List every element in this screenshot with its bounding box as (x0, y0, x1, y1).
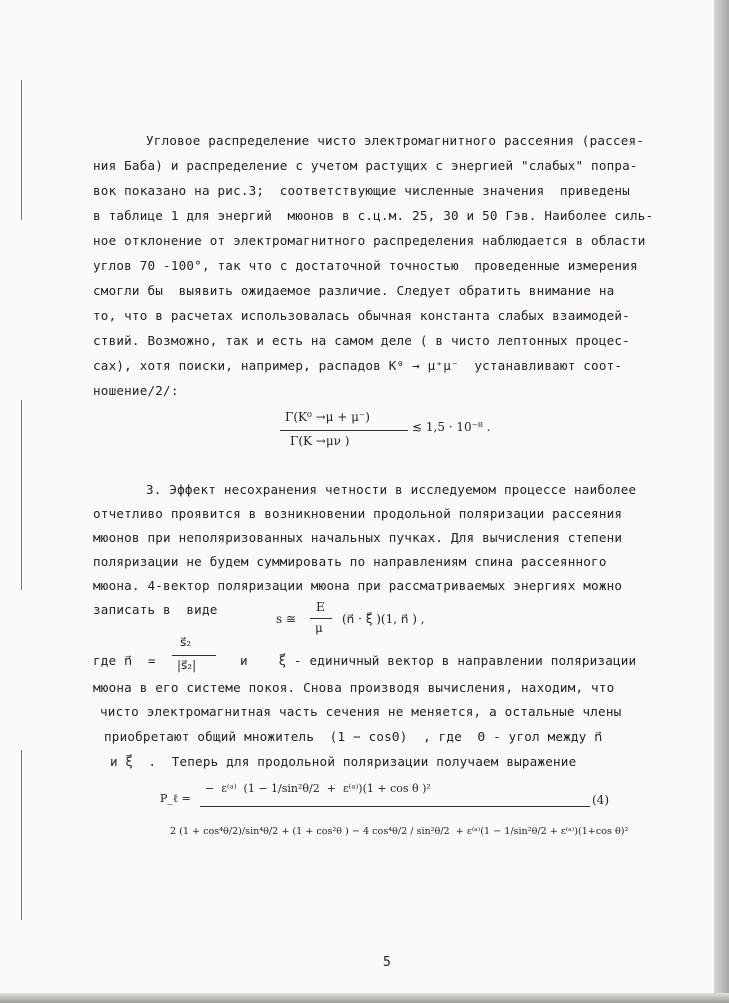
text-line: сах), хотя поиски, например, распадов K⁰ → μ⁺μ⁻ устанавливают соот- (93, 358, 623, 373)
text-line: ствий. Возможно, так и есть на самом деле ( в чисто лептонных процес- (93, 333, 630, 348)
text-line: мюона. 4-вектор поляризации мюона при рассматриваемых энергиях можно (93, 578, 623, 593)
text-line: Угловое распределение чисто электромагнитного рассеяния (рассея- (146, 133, 645, 148)
text-line: ношение/2/: (93, 383, 179, 398)
margin-mark (21, 400, 22, 590)
text-line: вок показано на рис.3; соответствующие численные значения приведены (93, 183, 630, 198)
text-line: поляризации не будем суммировать по направлениям спина рассеянного (93, 554, 607, 569)
eq1-relation: ≲ 1,5 · 10⁻⁸ . (412, 420, 491, 434)
eq2-rhs: (n⃗ · ξ⃗ )(1, n⃗ ) , (342, 612, 425, 626)
text-line: 3. Эффект несохранения четности в исследуемом процессе наиболее (146, 482, 637, 497)
gde-fraction-bar (172, 655, 216, 656)
eq2-frac-num: E (316, 600, 325, 614)
text-line: ное отклонение от электромагнитного распределения наблюдается в области (93, 233, 646, 248)
page-number: 5 (383, 955, 391, 970)
page-bottom-edge (0, 993, 729, 1003)
text-line: отчетливо проявится в возникновении продольной поляризации рассеяния (93, 506, 623, 521)
eq1-fraction-bar (280, 430, 408, 431)
gde-prefix: где n⃗ = (93, 653, 156, 668)
text-line: то, что в расчетах использовалась обычная константа слабых взаимодей- (93, 308, 630, 323)
text-line: и ξ⃗ . Теперь для продольной поляризации получаем выражение (110, 754, 577, 769)
text-line: в таблице 1 для энергий мюонов в с.ц.м. 25, 30 и 50 Гэв. Наиболее силь- (93, 208, 654, 223)
text-line: углов 70 -100°, так что с достаточной точностью проведенные измерения (93, 258, 638, 273)
page-edge-shadow (714, 0, 729, 1003)
eq3-numerator: − ε⁽ᵃ⁾ (1 − 1/sin²θ/2 + ε⁽ᵃ⁾)(1 + cos θ )² (205, 782, 431, 795)
eq1-numerator: Γ(K⁰ →μ + μ⁻) (285, 410, 370, 424)
eq1-denominator: Γ(K →μν ) (290, 434, 350, 448)
text-line: смогли бы выявить ожидаемое различие. Следует обратить внимание на (93, 283, 615, 298)
margin-mark (21, 80, 22, 220)
gde-frac-den: |s⃗₂| (177, 658, 197, 672)
eq3-denominator: 2 (1 + cos⁴θ/2)/sin⁴θ/2 + (1 + cos²θ ) − 4 cos⁴θ/2 / sin²θ/2 + ε⁽ᵃ⁾(1 − 1/sin²θ/2 + ε⁽ᵃ⁾)(1+cos θ)² (170, 826, 629, 837)
eq3-lhs: P_ℓ = (160, 792, 191, 805)
margin-mark (21, 750, 22, 920)
eq3-label: (4) (592, 793, 609, 807)
text-line: мюонов при неполяризованных начальных пучках. Для вычисления степени (93, 530, 623, 545)
gde-frac-num: s⃗₂ (180, 635, 192, 649)
eq2-frac-den: μ (315, 621, 323, 635)
text-line: записать в виде (93, 602, 218, 617)
text-line: приобретают общий множитель (1 − cosΘ) , где Θ - угол между n⃗ (104, 729, 603, 744)
eq2-lhs: s ≅ (276, 612, 297, 626)
text-line: мюона в его системе покоя. Снова производя вычисления, находим, что (93, 680, 615, 695)
eq2-fraction-bar (310, 618, 332, 619)
eq3-fraction-bar (200, 806, 590, 807)
text-line: чисто электромагнитная часть сечения не меняется, а остальные члены (100, 704, 622, 719)
gde-suffix: и ξ⃗ - единичный вектор в направлении поляризации (240, 653, 637, 668)
text-line: ния Баба) и распределение с учетом растущих с энергией "слабых" попра- (93, 158, 638, 173)
